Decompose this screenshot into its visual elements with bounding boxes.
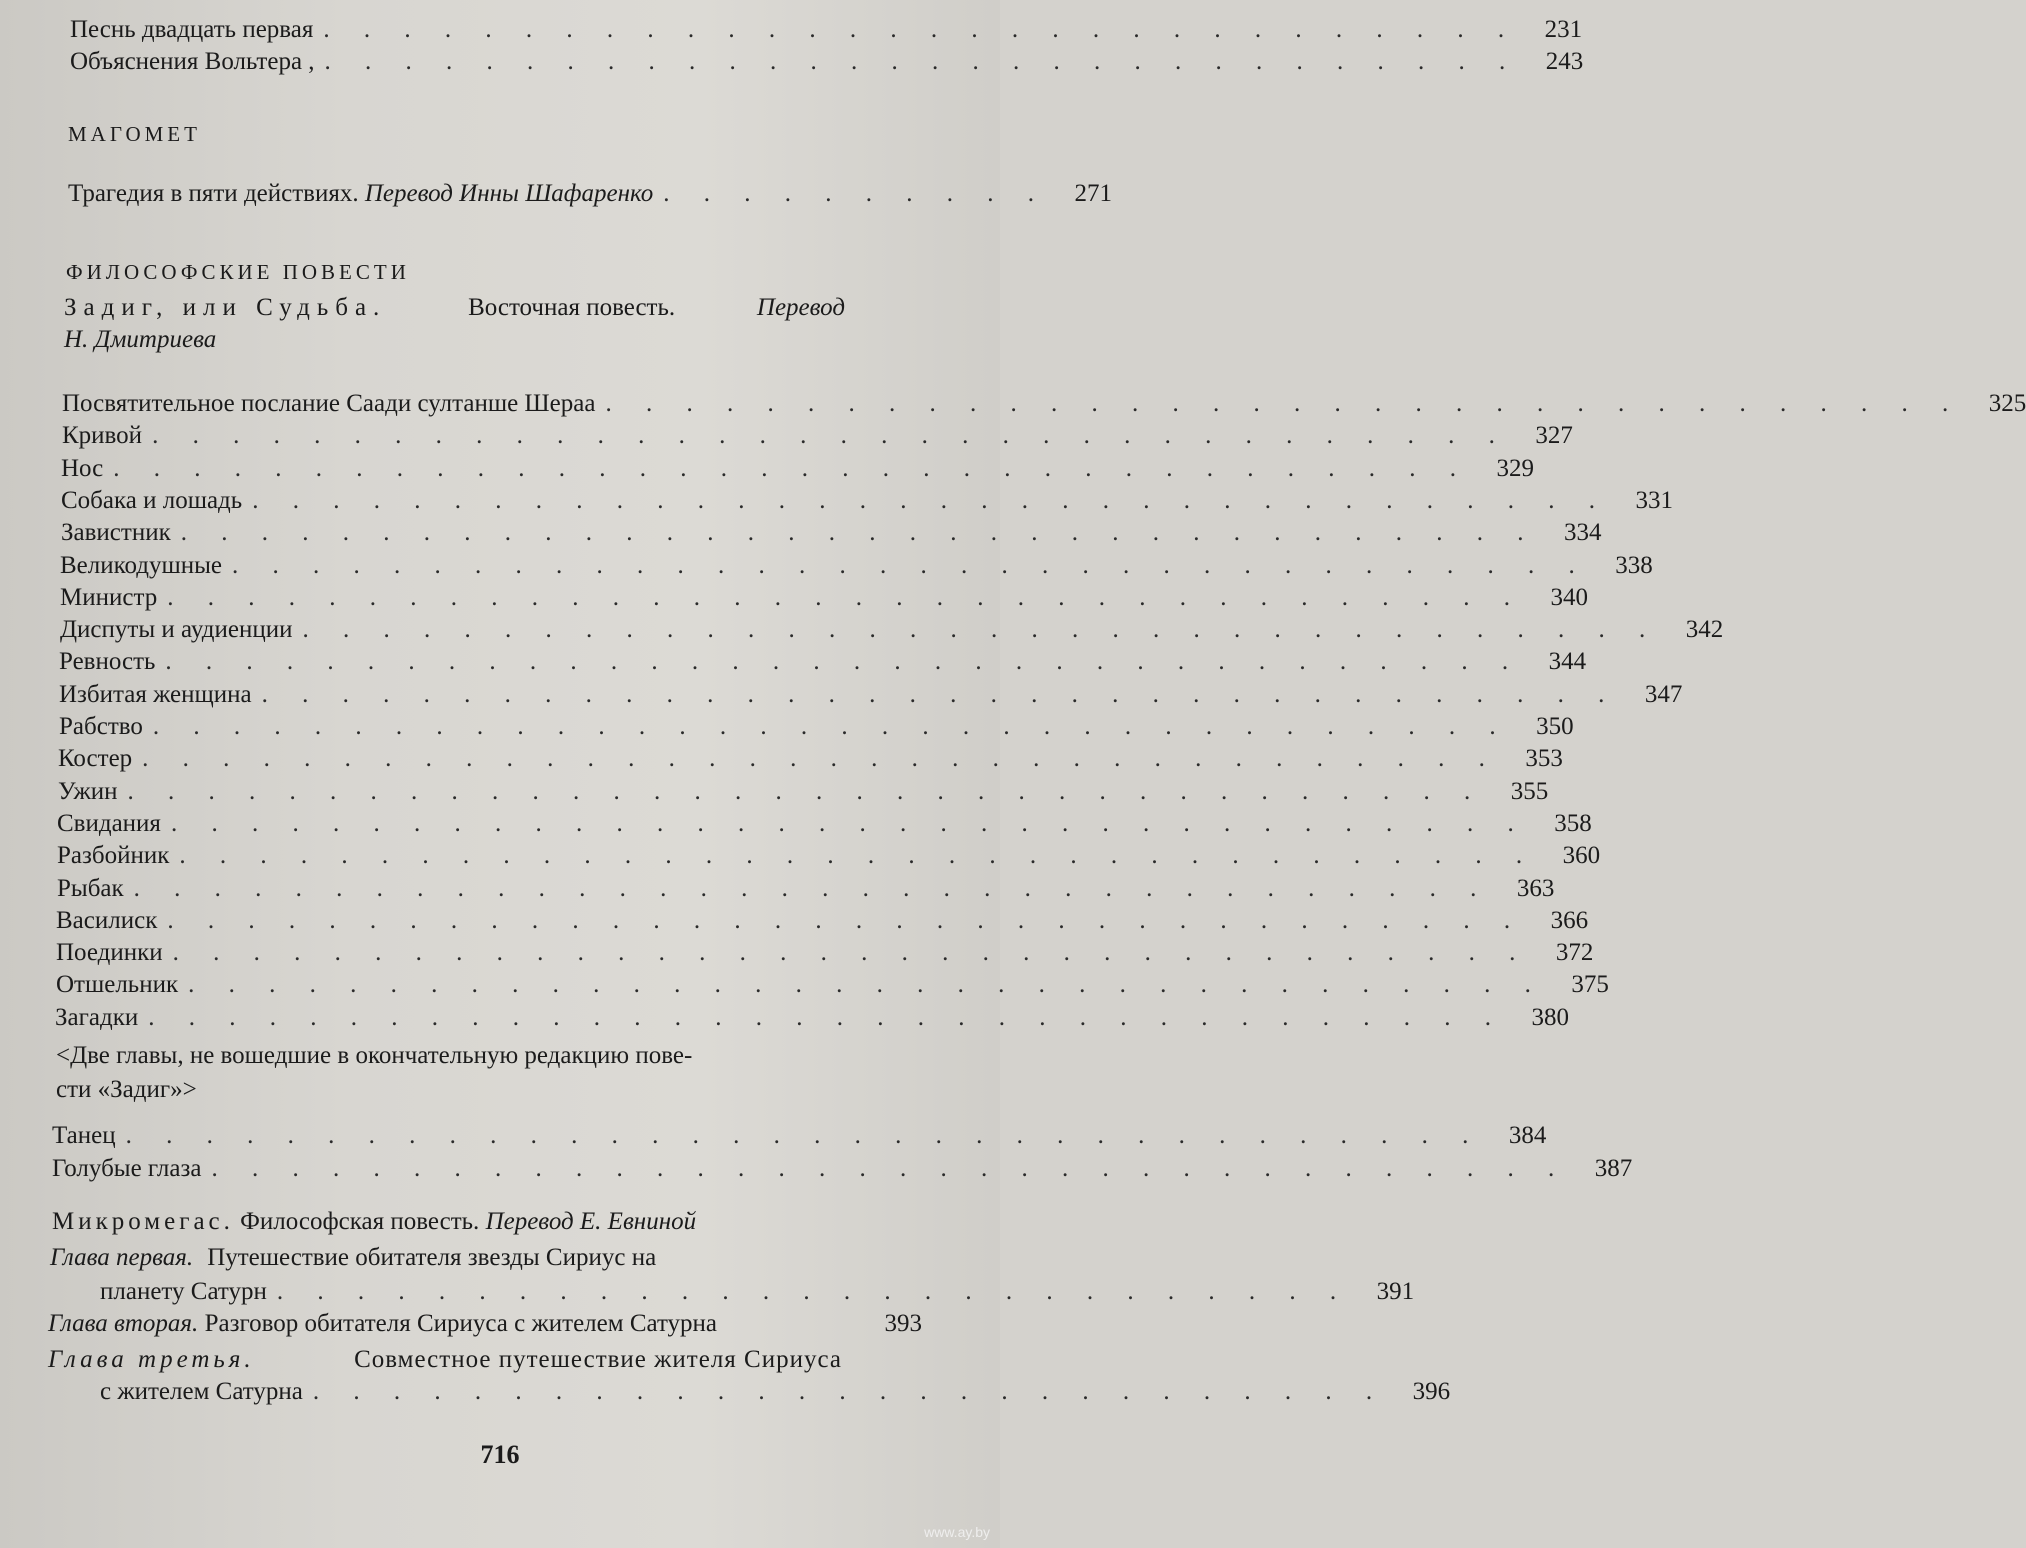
- toc-entry: [55, 1002, 1569, 1034]
- leader-dots: . . . . . . . . . . . . . . . . . . . . . . . . . . . . . . . . . .: [167, 906, 1525, 934]
- chapter-label: Глава первая.: [50, 1244, 194, 1271]
- chapter-title: [48, 1308, 717, 1340]
- entry-page: 366: [1550, 906, 1589, 934]
- chapter-text-line: планету Сатурн: [100, 1278, 267, 1305]
- entry-title: Рыбак: [57, 874, 124, 902]
- entry-page: 384: [1508, 1122, 1547, 1149]
- entry-page: 396: [1412, 1378, 1451, 1405]
- entry-title: Избитая женщина: [59, 680, 252, 708]
- work-title-micromegas: [52, 1206, 860, 1238]
- entry-page: 243: [1545, 48, 1584, 75]
- entry-title: Посвятительное послание Саади султанше Шераа: [62, 390, 596, 417]
- chapter-3-line-1: [48, 1344, 842, 1376]
- toc-entry: [60, 614, 1724, 646]
- entry-page: 329: [1496, 454, 1535, 482]
- entry-page: 334: [1563, 519, 1602, 547]
- entry-page: 342: [1685, 616, 1724, 644]
- work-translator: Н. Дмитриева: [64, 326, 217, 353]
- entry-title: Диспуты и аудиенции: [60, 616, 293, 644]
- leader-dots: . . . . . . . . . . . . . . . . . . . . . . . . . . .: [276, 1278, 1351, 1305]
- leader-dots: . . . . . . . . . . . . . . . . . . . . . . . . . . . . . . . . . .: [179, 842, 1537, 870]
- entry-title: Нос: [61, 454, 104, 482]
- entry-page: 325: [1988, 390, 2026, 417]
- chapter-1-line-2: [100, 1276, 1415, 1308]
- leader-dots: . . . . . . . . . . . . . . . . . . . . . . . . . . . . . . . . . .: [152, 422, 1509, 450]
- entry-title: Василиск: [56, 906, 158, 934]
- leader-dots: . . . . . . . . . . . . . . . . . . . . . . . . . . . . . . . . . .: [261, 680, 1619, 708]
- entry-title: Объяснения Вольтера ,: [70, 48, 315, 75]
- entry-translator: Перевод Инны Шафаренко: [364, 180, 654, 207]
- toc-entry: [52, 1120, 1547, 1152]
- work-subtitle: Восточная повесть.: [468, 294, 676, 321]
- entry-title: Костер: [58, 745, 133, 773]
- leader-dots: . . . . . . . . . . . . . . . . . . . . . . . . . . . . . . . . . .: [302, 616, 1660, 644]
- perevod-label: Перевод: [756, 294, 845, 321]
- leader-dots: . . . . . . . . . . . . . . . . . . . . . . . . . . . . . . . . . .: [605, 390, 1963, 417]
- toc-entry: [56, 969, 1609, 1001]
- leader-dots: . . . . . . . . . . . . . . . . . . . . . . . . . . . . . . . . . .: [172, 939, 1530, 967]
- work-translator-line: [64, 324, 930, 356]
- toc-entry: [61, 517, 1602, 549]
- entry-page: 355: [1510, 777, 1549, 805]
- leader-dots: . . . . . . . . . . . . . . . . . . . . . . . . . . . . . . . . . .: [148, 1003, 1505, 1031]
- entry-title: Великодушные: [60, 551, 223, 579]
- toc-entry: [60, 582, 1588, 614]
- toc-entry: [61, 453, 1535, 485]
- work-title-zadig: [64, 292, 845, 324]
- chapter-3-line-2: [100, 1376, 1451, 1408]
- entry-title: Танец: [52, 1122, 116, 1149]
- chapter-label: Глава третья.: [48, 1346, 255, 1373]
- toc-entry: [58, 743, 1563, 775]
- entry-title-text: Трагедия в пяти действиях.: [68, 180, 359, 207]
- chapter-text-line: с жителем Сатурна: [100, 1378, 303, 1405]
- leader-dots: . . . . . . . . . .: [663, 180, 1049, 207]
- toc-entry: [62, 420, 1573, 452]
- entry-page: 360: [1562, 842, 1601, 870]
- toc-entry: [57, 873, 1555, 905]
- leader-dots: . . . . . . . . . . . . . . . . . . . . . . . . . . . . . . . . . .: [167, 583, 1524, 611]
- chapter-text-line: Разговор обитателя Сириуса с жителем Сатурна: [204, 1310, 718, 1337]
- entry-page: 380: [1531, 1003, 1569, 1031]
- toc-entry: [62, 388, 2026, 420]
- toc-entry: [58, 776, 1549, 808]
- entry-page: 358: [1554, 809, 1592, 837]
- leader-dots: . . . . . . . . . . . . . . . . . . . . . . . . . . . . . . . . . .: [180, 519, 1538, 547]
- extra-note-line-2: сти «Задиг»>: [56, 1076, 197, 1103]
- chapter-text-line: Путешествие обитателя звезды Сириус на: [207, 1244, 657, 1271]
- entry-title: Ужин: [58, 777, 118, 805]
- entry-page: 387: [1594, 1155, 1633, 1182]
- chapter-text: [193, 1242, 842, 1274]
- entry-title: Песнь двадцать первая: [70, 16, 314, 43]
- watermark: www.ay.by: [924, 1524, 990, 1540]
- toc-entry: [70, 14, 1583, 46]
- entry-page: 347: [1644, 680, 1683, 708]
- entry-title: Разбойник: [57, 842, 170, 870]
- leader-dots: . . . . . . . . . . . . . . . . . . . . . . . . . . . . . . . . . .: [125, 1122, 1483, 1149]
- entry-title: [68, 178, 653, 210]
- toc-entry: [56, 937, 1594, 969]
- leader-dots: . . . . . . . . . . . . . . . . . . . . . . . . . . . . . . . . . .: [152, 713, 1510, 740]
- entry-title: Ревность: [59, 648, 156, 676]
- entry-title: Собака и лошадь: [61, 486, 243, 514]
- leader-dots: . . . . . . . . . . . . . . . . . . . . . . . . . . .: [312, 1378, 1387, 1405]
- leader-dots: . . . . . . . . . . . . . . . . . . . . . . . . . . . . . .: [324, 48, 1520, 75]
- toc-entry: [57, 808, 1592, 840]
- work-title: Задиг, или Судьба.: [64, 294, 387, 321]
- toc-entry: [70, 46, 1584, 78]
- entry-page: 372: [1555, 939, 1594, 967]
- entry-page: 271: [1074, 180, 1113, 207]
- toc-entry: [59, 646, 1587, 678]
- leader-dots: . . . . . . . . . . . . . . . . . . . . . . . . . . . . . . . . . .: [142, 745, 1499, 773]
- entry-title: Кривой: [62, 422, 143, 450]
- entry-title: Поединки: [56, 939, 163, 967]
- entry-title: Рабство: [59, 713, 143, 740]
- toc-entry: [57, 840, 1601, 872]
- toc-entry: [59, 679, 1683, 711]
- toc-entry: [61, 485, 1673, 517]
- leader-dots: . . . . . . . . . . . . . . . . . . . . . . . . . . . . . . . . . .: [113, 454, 1471, 482]
- work-subtitle: Философская повесть.: [240, 1208, 480, 1235]
- leader-dots: . . . . . . . . . . . . . . . . . . . . . . . . . . . . . . . . . .: [211, 1155, 1569, 1182]
- toc-entry: [59, 711, 1574, 743]
- toc-entry-magomet: [68, 178, 1113, 210]
- entry-page: 340: [1550, 583, 1588, 611]
- entry-title: Свидания: [57, 809, 161, 837]
- chapter-2: [48, 1308, 922, 1340]
- section-heading-philosophical: ФИЛОСОФСКИЕ ПОВЕСТИ: [66, 260, 410, 284]
- leader-dots: . . . . . . . . . . . . . . . . . . . . . . . . . . . . . . . . . .: [127, 777, 1485, 805]
- entry-page: 375: [1571, 971, 1609, 999]
- entry-page: 350: [1536, 713, 1574, 740]
- work-translator: Перевод Е. Евниной: [485, 1208, 697, 1235]
- leader-dots: . . . . . . . . . . . . . . . . . . . . . . . . . . . . . . . . . .: [170, 809, 1528, 837]
- leader-dots: . . . . . . . . . . . . . . . . . . . . . . . . . . . . . . . . . .: [252, 486, 1609, 514]
- entry-page: 231: [1544, 16, 1583, 43]
- entry-title: Отшельник: [56, 971, 179, 999]
- chapter-1-line-1: [50, 1242, 842, 1274]
- leader-dots: . . . . . . . . . . . . . . . . . . . . . . . . . . . . . . . . . .: [232, 551, 1589, 579]
- leader-dots: . . . . . . . . . . . . . . . . . . . . . . . . . . . . . . . . . .: [188, 971, 1545, 999]
- toc-entry: [52, 1153, 1633, 1185]
- chapter-label: Глава вторая.: [48, 1310, 199, 1337]
- leader-dots: . . . . . . . . . . . . . . . . . . . . . . . . . . . . . . . . . .: [133, 874, 1491, 902]
- page-number: 716: [480, 1440, 520, 1469]
- toc-entry: [60, 550, 1653, 582]
- entry-page: 331: [1635, 486, 1673, 514]
- work-title: Микромегас.: [52, 1208, 234, 1235]
- entry-title: Завистник: [61, 519, 171, 547]
- leader-dots: . . . . . . . . . . . . . . . . . . . . . . . . . . . . . .: [323, 16, 1519, 43]
- extra-note-line-1: <Две главы, не вошедшие в окончательную редакцию пове-: [56, 1042, 693, 1069]
- chapter-text-line: Совместное путешествие жителя Сириуса: [354, 1346, 842, 1373]
- entry-page: 344: [1548, 648, 1587, 676]
- toc-entry: [56, 905, 1589, 937]
- entry-page: 393: [884, 1310, 922, 1337]
- leader-dots: . . . . . . . . . . . . . . . . . . . . . . . . . . . . . . . . . .: [165, 648, 1523, 676]
- entry-page: 363: [1516, 874, 1555, 902]
- entry-page: 327: [1535, 422, 1573, 450]
- entry-page: 391: [1376, 1278, 1415, 1305]
- entry-title: Загадки: [55, 1003, 139, 1031]
- entry-page: 353: [1525, 745, 1563, 773]
- entry-title: Голубые глаза: [52, 1155, 202, 1182]
- entry-page: 338: [1615, 551, 1653, 579]
- entry-title: Министр: [60, 583, 158, 611]
- section-heading-magomet: МАГОМЕТ: [68, 122, 201, 146]
